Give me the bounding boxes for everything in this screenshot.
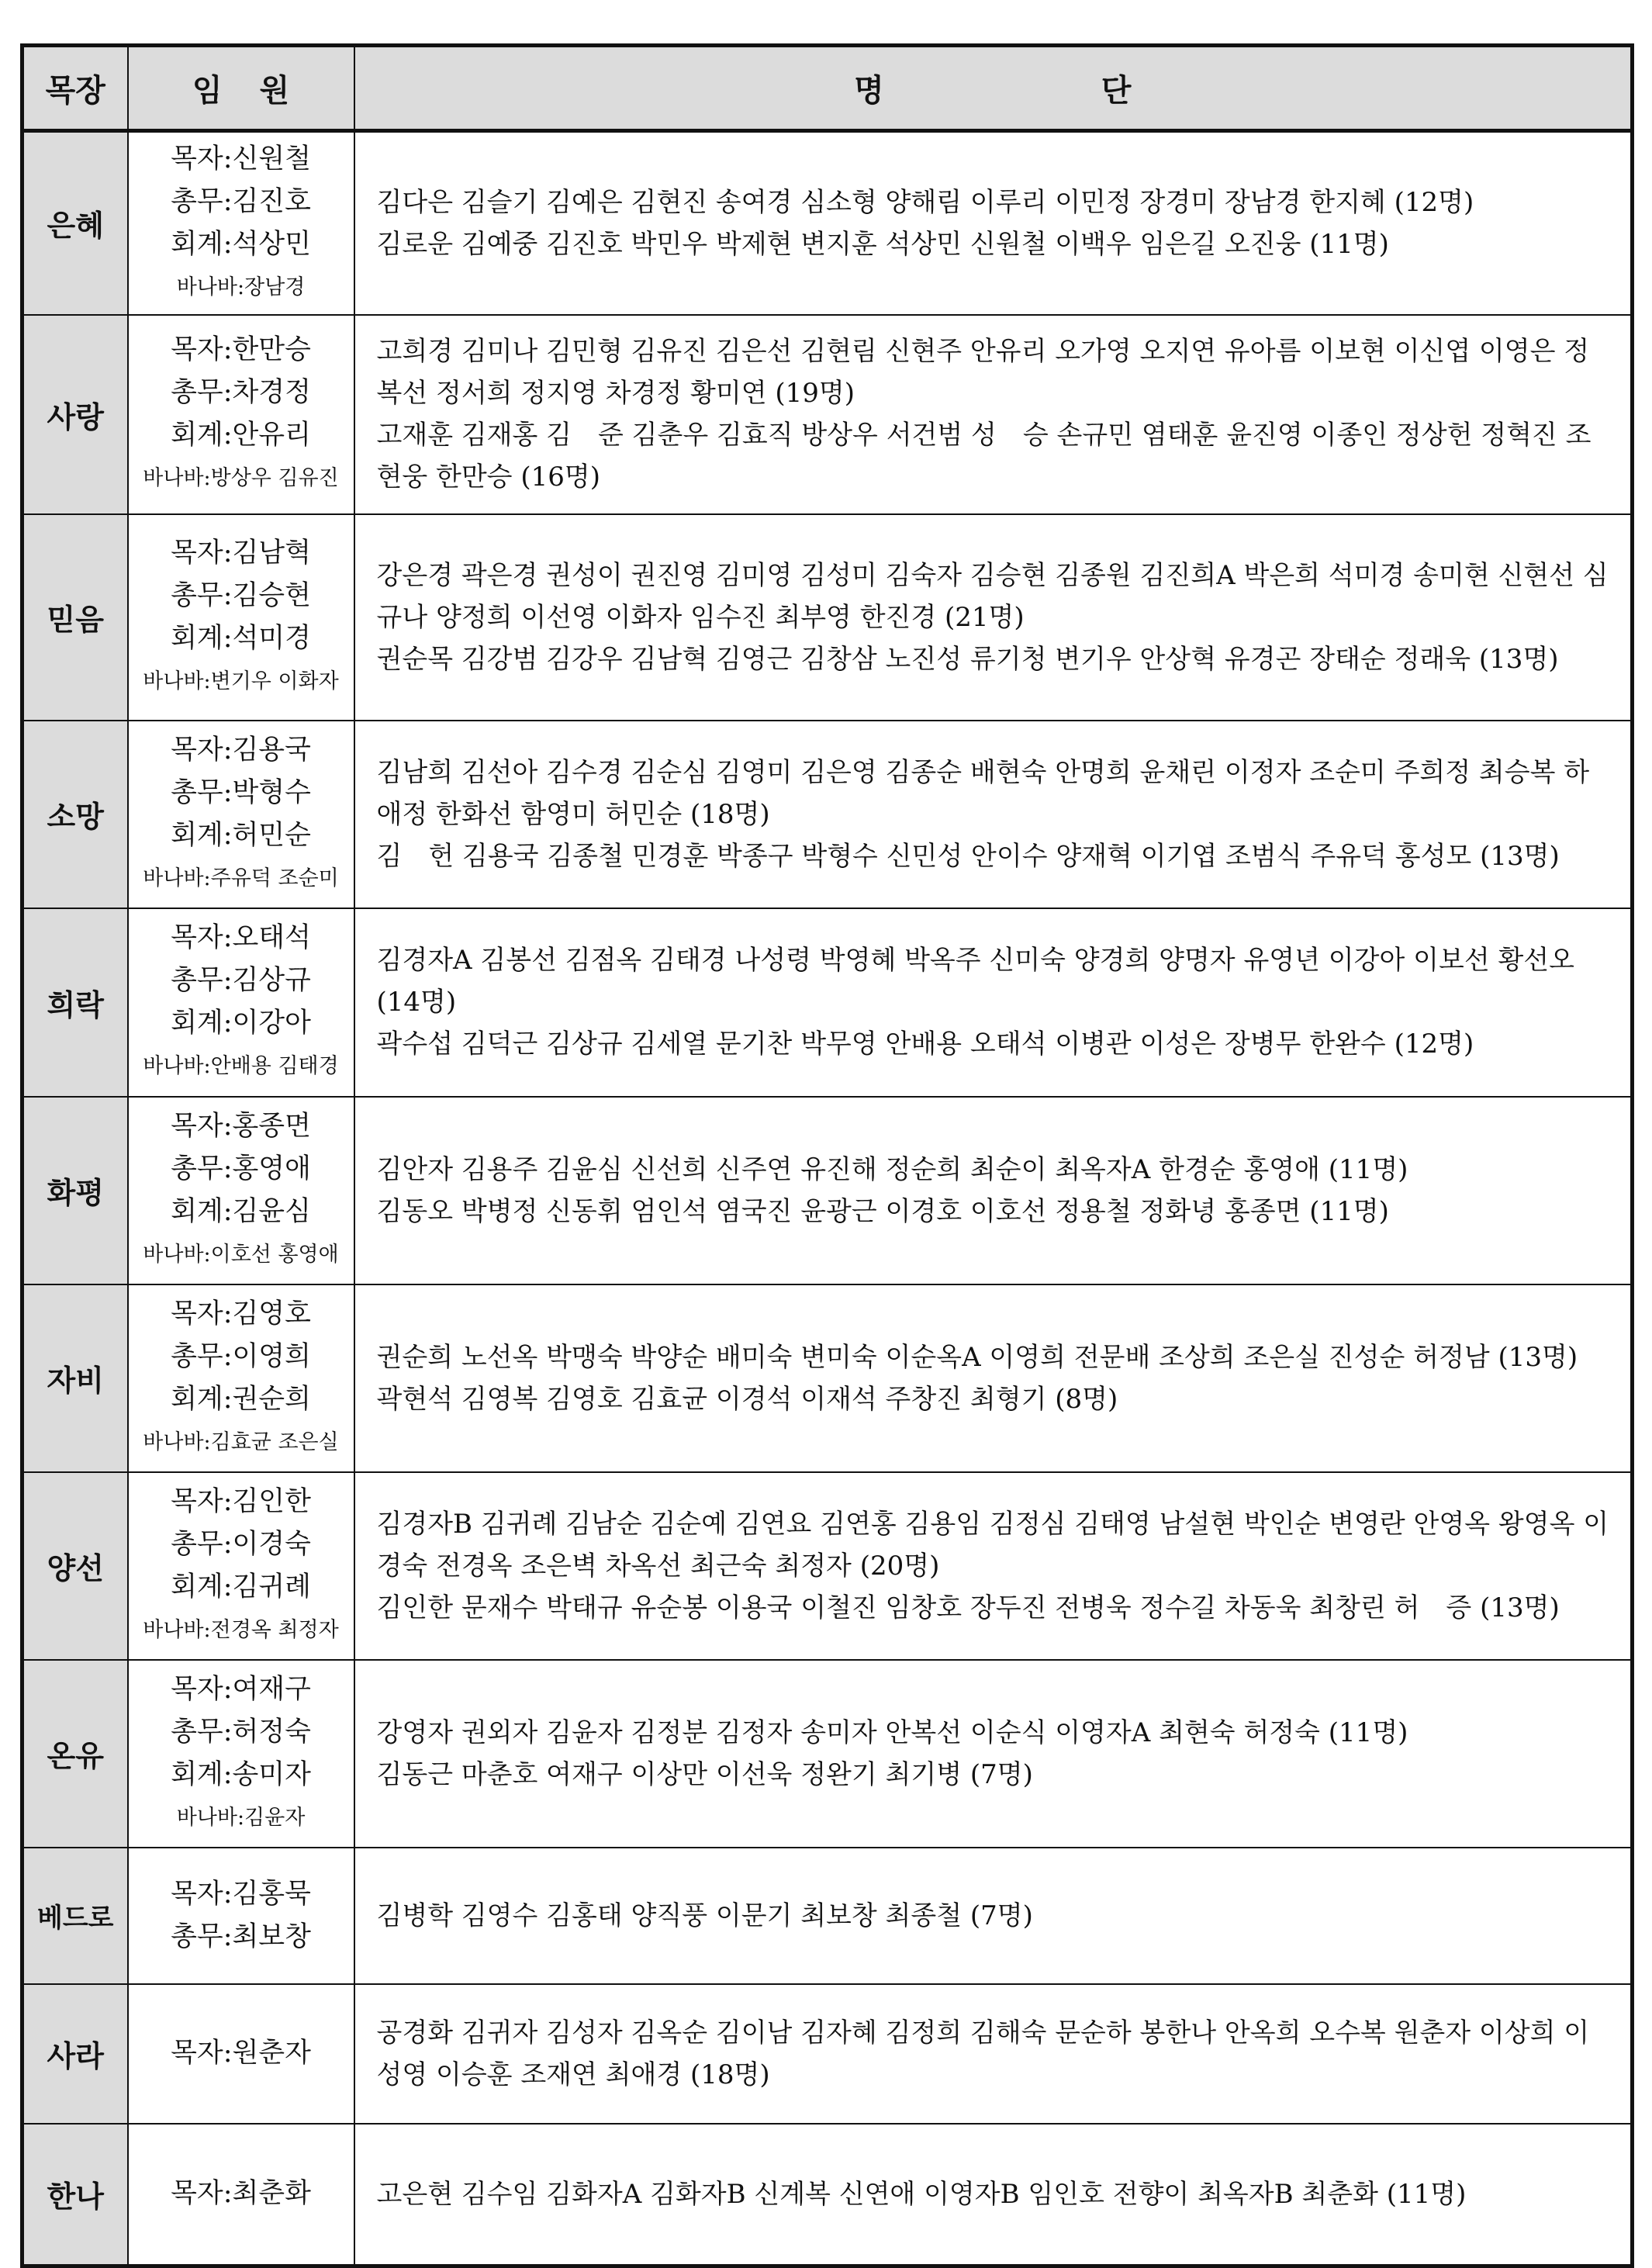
table-row bbox=[22, 514, 1633, 721]
officer-secretary: 총무:김상규 bbox=[171, 965, 311, 996]
names-men: 김인한 문재수 박태규 유순봉 이용국 이철진 임창호 장두진 전병욱 정수길 차동욱 최창린 허 증 (13명) bbox=[376, 1592, 1560, 1623]
group-name: 사라 bbox=[22, 1984, 128, 2124]
header-names-label-1: 명 bbox=[854, 73, 884, 109]
table-row bbox=[22, 2124, 1633, 2266]
officers-cell bbox=[128, 908, 354, 1097]
names-men: 김동오 박병정 신동휘 엄인석 염국진 윤광근 이경호 이호선 정용철 정화녕 홍종면 (11명) bbox=[376, 1195, 1389, 1227]
officer-pastor: 목자:김영호 bbox=[171, 1298, 311, 1329]
names-cell bbox=[354, 908, 1633, 1097]
officer-barnabas: 바나바:전경옥 최정자 bbox=[143, 1617, 339, 1642]
names-men: 김동근 마춘호 여재구 이상만 이선욱 정완기 최기병 (7명) bbox=[376, 1758, 1033, 1790]
group-name: 자비 bbox=[22, 1284, 128, 1472]
officer-treasurer: 회계:안유리 bbox=[171, 420, 311, 451]
officer-treasurer: 회계:석미경 bbox=[171, 622, 311, 654]
officer-barnabas: 바나바:주유덕 조순미 bbox=[143, 866, 339, 890]
officer-secretary: 총무:이경숙 bbox=[171, 1528, 311, 1560]
officers-cell bbox=[128, 315, 354, 514]
header-officer-label-1: 임 bbox=[192, 73, 223, 109]
names-cell bbox=[354, 1660, 1633, 1848]
names-all: 고은현 김수임 김화자A 김화자B 신계복 신연애 이영자B 임인호 전향이 최옥자B 최춘화 (11명) bbox=[376, 2178, 1467, 2210]
names-cell bbox=[354, 1097, 1633, 1284]
officers-cell bbox=[128, 1284, 354, 1472]
group-name: 믿음 bbox=[22, 514, 128, 721]
names-cell bbox=[354, 514, 1633, 721]
officers-cell bbox=[128, 131, 354, 315]
header-group bbox=[22, 46, 128, 131]
officer-pastor: 목자:홍종면 bbox=[171, 1110, 311, 1142]
officers-cell bbox=[128, 514, 354, 721]
officers-cell bbox=[128, 2124, 354, 2266]
officer-pastor: 목자:한만승 bbox=[171, 334, 311, 365]
names-women: 김남희 김선아 김수경 김순심 김영미 김은영 김종순 배현숙 안명희 윤채린 이정자 조순미 주희정 최승복 하애정 한화선 함영미 허민순 (18명) bbox=[376, 756, 1590, 830]
names-cell bbox=[354, 315, 1633, 514]
header-row bbox=[22, 46, 1633, 131]
group-name: 베드로 bbox=[22, 1848, 128, 1984]
officer-secretary: 총무:차경정 bbox=[171, 377, 311, 408]
officer-treasurer: 회계:이강아 bbox=[171, 1008, 311, 1039]
officer-treasurer: 회계:김윤심 bbox=[171, 1195, 311, 1227]
names-women: 권순희 노선옥 박맹숙 박양순 배미숙 변미숙 이순옥A 이영희 전문배 조상희 조은실 진성순 허정남 (13명) bbox=[376, 1341, 1578, 1373]
officer-secretary: 총무:홍영애 bbox=[171, 1153, 311, 1184]
header-names-label-2: 단 bbox=[1101, 73, 1132, 109]
officer-pastor: 목자:김용국 bbox=[171, 734, 311, 766]
officers-cell bbox=[128, 1848, 354, 1984]
officer-secretary: 총무:박형수 bbox=[171, 776, 311, 808]
table-row bbox=[22, 1097, 1633, 1284]
table-row bbox=[22, 908, 1633, 1097]
group-name: 한나 bbox=[22, 2124, 128, 2266]
names-men: 곽현석 김영복 김영호 김효균 이경석 이재석 주창진 최형기 (8명) bbox=[376, 1383, 1118, 1415]
table-row bbox=[22, 1984, 1633, 2124]
group-name: 은혜 bbox=[22, 131, 128, 315]
roster-table bbox=[20, 43, 1634, 2268]
officer-treasurer: 회계:허민순 bbox=[171, 819, 311, 851]
table-row bbox=[22, 1848, 1633, 1984]
names-men: 고재훈 김재홍 김 준 김춘우 김효직 방상우 서건범 성 승 손규민 염태훈 윤진영 이종인 정상헌 정혁진 조현웅 한만승 (16명) bbox=[376, 420, 1592, 493]
officer-treasurer: 회계:석상민 bbox=[171, 228, 311, 260]
officer-pastor: 목자:원춘자 bbox=[171, 2038, 311, 2069]
header-names bbox=[354, 46, 1633, 131]
names-cell bbox=[354, 1984, 1633, 2124]
table-row bbox=[22, 721, 1633, 908]
group-name: 희락 bbox=[22, 908, 128, 1097]
table-row bbox=[22, 1472, 1633, 1660]
officers-cell bbox=[128, 1097, 354, 1284]
officer-barnabas: 바나바:김효균 조은실 bbox=[143, 1430, 339, 1454]
names-men: 김 헌 김용국 김종철 민경훈 박종구 박형수 신민성 안이수 양재혁 이기엽 조범식 주유덕 홍성모 (13명) bbox=[376, 840, 1560, 872]
group-name: 사랑 bbox=[22, 315, 128, 514]
group-name: 소망 bbox=[22, 721, 128, 908]
officer-pastor: 목자:신원철 bbox=[171, 143, 311, 175]
officer-pastor: 목자:최춘화 bbox=[171, 2178, 311, 2210]
group-name: 화평 bbox=[22, 1097, 128, 1284]
names-men: 권순목 김강범 김강우 김남혁 김영근 김창삼 노진성 류기청 변기우 안상혁 유경곤 장태순 정래욱 (13명) bbox=[376, 643, 1559, 675]
table-row bbox=[22, 1660, 1633, 1848]
officer-barnabas: 바나바:이호선 홍영애 bbox=[143, 1242, 339, 1267]
names-all: 김병학 김영수 김홍태 양직풍 이문기 최보창 최종철 (7명) bbox=[376, 1900, 1033, 1931]
table-row bbox=[22, 131, 1633, 315]
names-cell bbox=[354, 721, 1633, 908]
officer-secretary: 총무:허정숙 bbox=[171, 1716, 311, 1748]
header-group-label: 목장 bbox=[45, 73, 105, 109]
names-men: 곽수섭 김덕근 김상규 김세열 문기찬 박무영 안배용 오태석 이병관 이성은 장병무 한완수 (12명) bbox=[376, 1029, 1474, 1060]
names-men: 김로운 김예중 김진호 박민우 박제현 변지훈 석상민 신원철 이백우 임은길 오진웅 (11명) bbox=[376, 228, 1389, 260]
officer-pastor: 목자:김인한 bbox=[171, 1485, 311, 1517]
officer-secretary: 총무:최보창 bbox=[171, 1921, 311, 1952]
header-officers bbox=[128, 46, 354, 131]
table-row bbox=[22, 1284, 1633, 1472]
officer-barnabas: 바나바:안배용 김태경 bbox=[143, 1054, 339, 1078]
officer-pastor: 목자:여재구 bbox=[171, 1673, 311, 1705]
names-cell bbox=[354, 1848, 1633, 1984]
names-women: 강영자 권외자 김윤자 김정분 김정자 송미자 안복선 이순식 이영자A 최현숙 허정숙 (11명) bbox=[376, 1717, 1408, 1748]
names-cell bbox=[354, 1472, 1633, 1660]
names-women: 김경자B 김귀례 김남순 김순예 김연요 김연홍 김용임 김정심 김태영 남설현 박인순 변영란 안영옥 왕영옥 이경숙 전경옥 조은벽 차옥선 최근숙 최정자 (20명) bbox=[376, 1508, 1609, 1582]
names-women: 고희경 김미나 김민형 김유진 김은선 김현림 신현주 안유리 오가영 오지연 유아름 이보현 이신엽 이영은 정복선 정서희 정지영 차경정 황미연 (19명) bbox=[376, 336, 1590, 409]
officer-secretary: 총무:김승현 bbox=[171, 579, 311, 611]
names-women: 김경자A 김봉선 김점옥 김태경 나성령 박영혜 박옥주 신미숙 양경희 양명자 유영년 이강아 이보선 황선오 (14명) bbox=[376, 945, 1574, 1018]
officer-barnabas: 바나바:김윤자 bbox=[176, 1805, 306, 1830]
names-cell bbox=[354, 131, 1633, 315]
officers-cell bbox=[128, 721, 354, 908]
officer-secretary: 총무:김진호 bbox=[171, 185, 311, 217]
officers-cell bbox=[128, 1660, 354, 1848]
officer-treasurer: 회계:송미자 bbox=[171, 1758, 311, 1790]
header-officer-label-2: 원 bbox=[259, 73, 290, 109]
officer-barnabas: 바나바:장남경 bbox=[176, 275, 306, 299]
names-cell bbox=[354, 2124, 1633, 2266]
group-name: 양선 bbox=[22, 1472, 128, 1660]
names-all: 공경화 김귀자 김성자 김옥순 김이남 김자혜 김정희 김해숙 문순하 봉한나 안옥희 오수복 원춘자 이상희 이성영 이승훈 조재연 최애경 (18명) bbox=[376, 2017, 1590, 2090]
officer-pastor: 목자:오태석 bbox=[171, 922, 311, 953]
officers-cell bbox=[128, 1984, 354, 2124]
officer-secretary: 총무:이영희 bbox=[171, 1340, 311, 1372]
officer-pastor: 목자:김남혁 bbox=[171, 537, 311, 569]
officer-treasurer: 회계:김귀례 bbox=[171, 1571, 311, 1602]
table-row bbox=[22, 315, 1633, 514]
names-women: 김안자 김용주 김윤심 신선희 신주연 유진해 정순희 최순이 최옥자A 한경순 홍영애 (11명) bbox=[376, 1153, 1408, 1185]
names-women: 강은경 곽은경 권성이 권진영 김미영 김성미 김숙자 김승현 김종원 김진희A 박은희 석미경 송미현 신현선 심규나 양정희 이선영 이화자 임수진 최부영 한진경 (21명) bbox=[376, 559, 1609, 633]
group-name: 온유 bbox=[22, 1660, 128, 1848]
names-women: 김다은 김슬기 김예은 김현진 송여경 심소형 양해림 이루리 이민정 장경미 장남경 한지혜 (12명) bbox=[376, 186, 1474, 218]
officer-barnabas: 바나바:변기우 이화자 bbox=[143, 669, 339, 693]
names-cell bbox=[354, 1284, 1633, 1472]
officers-cell bbox=[128, 1472, 354, 1660]
officer-barnabas: 바나바:방상우 김유진 bbox=[143, 466, 339, 490]
officer-pastor: 목자:김홍묵 bbox=[171, 1878, 311, 1910]
officer-treasurer: 회계:권순희 bbox=[171, 1383, 311, 1415]
